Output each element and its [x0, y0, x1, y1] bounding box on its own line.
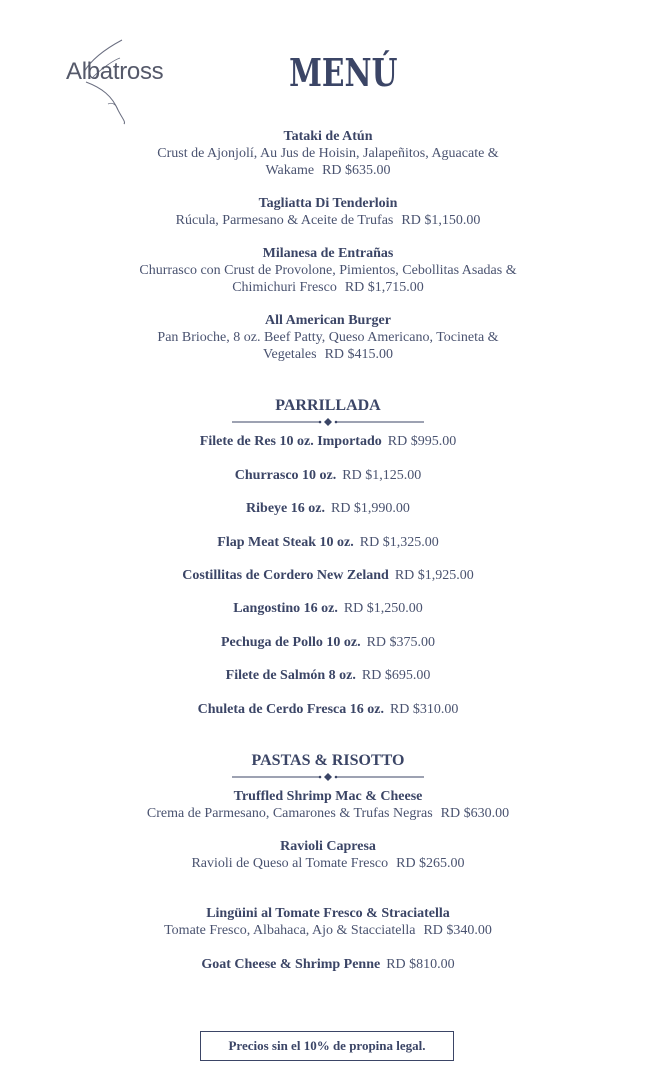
item-desc: Ravioli de Queso al Tomate Fresco RD $265.00: [191, 856, 465, 871]
menu-item-tagliatta: [0, 195, 656, 229]
item-name: Ravioli Capresa: [280, 839, 376, 854]
ornament-divider-icon: [228, 772, 428, 782]
item-price: RD $1,150.00: [401, 213, 481, 228]
item-desc: Rúcula, Parmesano & Aceite de Trufas RD $1,150.00: [175, 213, 481, 228]
item-price: RD $1,715.00: [344, 280, 424, 295]
item-desc: Pan Brioche, 8 oz. Beef Patty, Queso Americano, Tocineta &: [157, 330, 499, 345]
section-title: PASTAS & RISOTTO: [251, 752, 405, 769]
menu-item-langostino: [0, 600, 656, 617]
menu-item-chuleta: [0, 701, 656, 718]
item-price: RD $375.00: [366, 635, 436, 650]
item-desc-line2: Wakame RD $635.00: [265, 163, 391, 178]
item-price: RD $310.00: [389, 702, 459, 717]
item-name: Milanesa de Entrañas: [262, 246, 394, 261]
menu-item-pechuga: [0, 634, 656, 651]
item-price: RD $340.00: [423, 923, 492, 938]
item-name: Ribeye 16 oz.: [246, 501, 325, 516]
section-parrillada: [228, 397, 428, 427]
item-price: RD $695.00: [361, 668, 431, 683]
menu-item-churrasco: [0, 467, 656, 484]
item-price: RD $1,125.00: [342, 468, 422, 483]
item-name: Truffled Shrimp Mac & Cheese: [233, 789, 423, 804]
menu-item-burger: [0, 312, 656, 363]
item-name: All American Burger: [265, 313, 391, 328]
menu-item-costillitas: [0, 567, 656, 584]
menu-item-filete-res: [0, 433, 656, 450]
item-desc: Crema de Parmesano, Camarones & Trufas Negras RD $630.00: [146, 806, 510, 821]
item-name: Tataki de Atún: [283, 129, 373, 144]
item-price: RD $1,325.00: [359, 535, 439, 550]
logo-text: Albatross: [66, 58, 164, 85]
item-desc-line2: Vegetales RD $415.00: [262, 347, 394, 362]
menu-item-goat-cheese-penne: [0, 956, 656, 973]
item-name: Flap Meat Steak 10 oz.: [217, 535, 354, 550]
item-name: Churrasco 10 oz.: [234, 468, 337, 483]
menu-item-salmon: [0, 667, 656, 684]
section-pastas: [228, 752, 428, 782]
item-price: RD $265.00: [396, 856, 465, 871]
menu-item-ribeye: [0, 500, 656, 517]
item-desc-line2: Chimichuri Fresco RD $1,715.00: [232, 280, 424, 295]
menu-item-ravioli: [0, 838, 656, 872]
menu-item-milanesa: [0, 245, 656, 296]
item-name: Pechuga de Pollo 10 oz.: [220, 635, 361, 650]
item-desc: Churrasco con Crust de Provolone, Pimientos, Cebollitas Asadas &: [139, 263, 517, 278]
item-price: RD $1,990.00: [330, 501, 410, 516]
ornament-divider-icon: [228, 417, 428, 427]
item-price: RD $1,250.00: [343, 601, 423, 616]
item-name: Filete de Res 10 oz. Importado: [199, 434, 382, 449]
item-name: Langostino 16 oz.: [233, 601, 338, 616]
item-name: Chuleta de Cerdo Fresca 16 oz.: [197, 702, 384, 717]
item-price: RD $415.00: [324, 347, 394, 362]
item-price: RD $1,925.00: [394, 568, 474, 583]
page-title: MENÚ: [289, 50, 398, 95]
item-price: RD $995.00: [387, 434, 457, 449]
menu-item-linguini: [0, 905, 656, 939]
item-name: Filete de Salmón 8 oz.: [225, 668, 356, 683]
item-name: Costillitas de Cordero New Zeland: [182, 568, 389, 583]
item-desc: Tomate Fresco, Albahaca, Ajo & Stacciatella RD $340.00: [164, 923, 492, 938]
item-price: RD $630.00: [440, 806, 510, 821]
menu-item-truffled-mac: [0, 788, 656, 822]
section-title: PARRILLADA: [275, 397, 381, 414]
item-name: Tagliatta Di Tenderloin: [258, 196, 398, 211]
item-price: RD $635.00: [322, 163, 391, 178]
item-name: Goat Cheese & Shrimp Penne: [201, 957, 381, 972]
tip-notice: Precios sin el 10% de propina legal.: [200, 1031, 454, 1061]
menu-item-flap-meat: [0, 534, 656, 551]
menu-item-tataki: [0, 128, 656, 179]
item-desc: Crust de Ajonjolí, Au Jus de Hoisin, Jalapeñitos, Aguacate &: [157, 146, 499, 161]
item-price: RD $810.00: [386, 957, 455, 972]
item-name: Lingüini al Tomate Fresco & Straciatella: [206, 906, 450, 921]
